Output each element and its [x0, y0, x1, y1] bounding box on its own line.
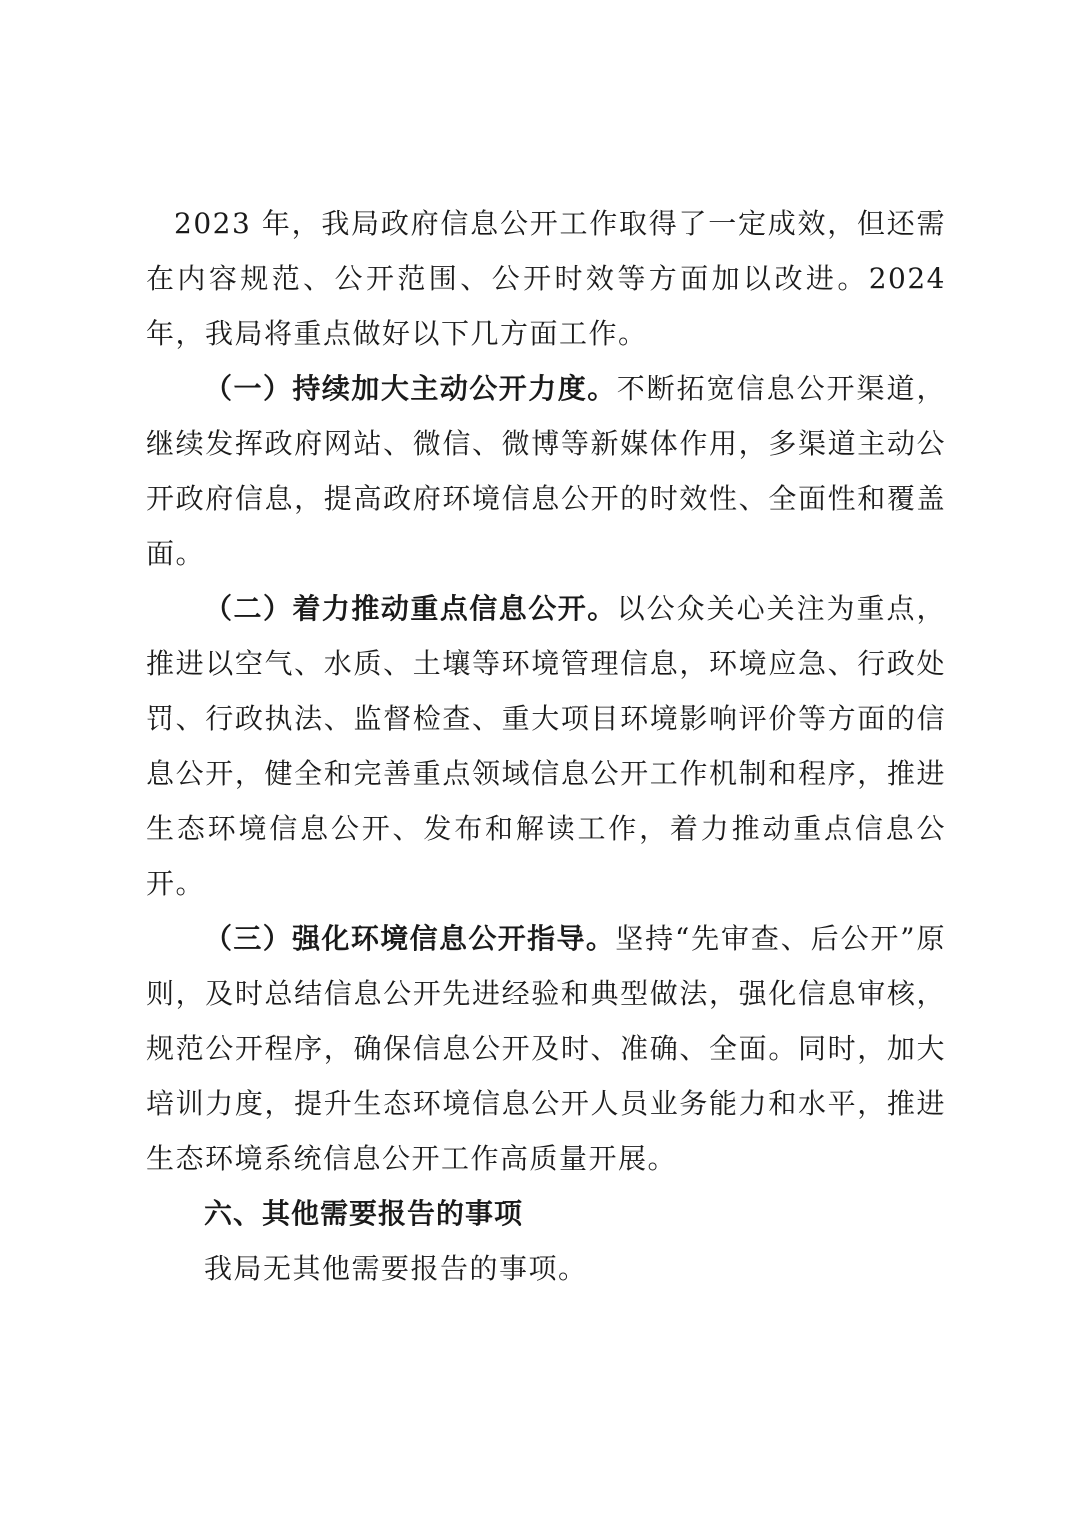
document-body: [146, 196, 946, 1296]
item-body-1: 不断拓宽信息公开渠道，继续发挥政府网站、微信、微博等新媒体作用，多渠道主动公开政府信息，提高政府环境信息公开的时效性、全面性和覆盖面。: [146, 372, 946, 570]
item-body-2: 以公众关心关注为重点，推进以空气、水质、土壤等环境管理信息，环境应急、行政处罚、行政执法、监督检查、重大项目环境影响评价等方面的信息公开，健全和完善重点领域信息公开工作机制和程序，推进生态环境信息公开、发布和解读工作，着力推动重点信息公开。: [146, 592, 946, 900]
intro-text: 2023 年，我局政府信息公开工作取得了一定成效，但还需在内容规范、公开范围、公开时效等方面加以改进。2024 年，我局将重点做好以下几方面工作。: [146, 207, 946, 350]
item-body-3: 坚持“先审查、后公开”原则，及时总结信息公开先进经验和典型做法，强化信息审核，规范公开程序，确保信息公开及时、准确、全面。同时，加大培训力度，提升生态环境信息公开人员业务能力和水平，推进生态环境系统信息公开工作高质量开展。: [146, 922, 946, 1175]
section-paragraph: [146, 1241, 946, 1296]
item-lead-2: （二）着力推动重点信息公开。: [204, 592, 617, 625]
section-heading: 六、其他需要报告的事项: [204, 1197, 524, 1230]
section-body: 我局无其他需要报告的事项。: [204, 1252, 588, 1285]
item-lead-3: （三）强化环境信息公开指导。: [204, 922, 616, 955]
intro-paragraph: [146, 196, 946, 361]
item-paragraph-2: [146, 581, 946, 911]
item-paragraph-1: [146, 361, 946, 581]
item-paragraph-3: [146, 911, 946, 1186]
item-lead-1: （一）持续加大主动公开力度。: [204, 372, 617, 405]
